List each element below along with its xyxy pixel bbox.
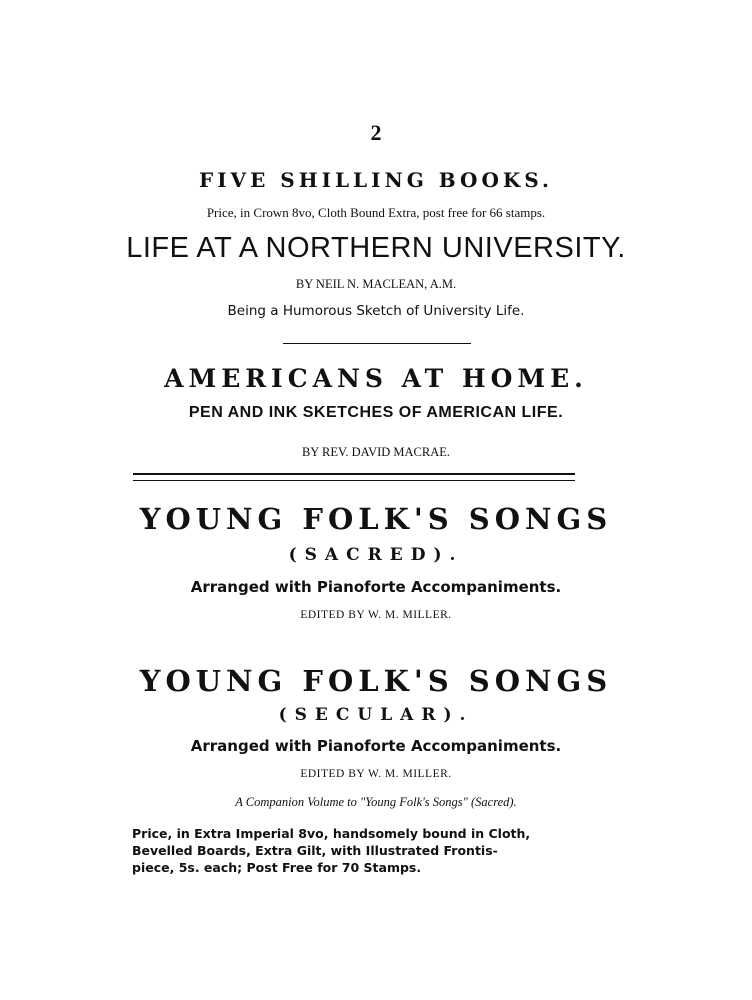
price-line: Bevelled Boards, Extra Gilt, with Illustrated Frontis- — [132, 843, 498, 858]
book3-subtitle: (SACRED). — [288, 545, 464, 565]
divider-double-thin — [133, 480, 575, 481]
book3-editor: EDITED BY W. M. MILLER. — [300, 609, 452, 621]
book1-title: LIFE AT A NORTHERN UNIVERSITY. — [126, 232, 626, 264]
book3-arrangement: Arranged with Pianoforte Accompaniments. — [190, 578, 562, 596]
book4-editor: EDITED BY W. M. MILLER. — [300, 768, 452, 780]
book4-subtitle: (SECULAR). — [278, 705, 474, 725]
book4-companion-note: A Companion Volume to "Young Folk's Songs" (Sacred). — [235, 795, 517, 809]
divider-short — [283, 343, 471, 344]
book1-description: Being a Humorous Sketch of University Life. — [227, 303, 525, 319]
book3-title: YOUNG FOLK'S SONGS — [139, 502, 613, 536]
section-price-note: Price, in Crown 8vo, Cloth Bound Extra, post free for 66 stamps. — [206, 205, 546, 220]
price-paragraph — [132, 825, 592, 876]
price-line: Price, in Extra Imperial 8vo, handsomely bound in Cloth, — [132, 826, 531, 841]
divider-double-thick — [133, 473, 575, 475]
section-heading: FIVE SHILLING BOOKS. — [199, 168, 553, 192]
book2-author: BY REV. DAVID MACRAE. — [301, 445, 451, 459]
book1-author: BY NEIL N. MACLEAN, A.M. — [295, 277, 457, 291]
page-number: 2 — [370, 120, 382, 145]
price-line: piece, 5s. each; Post Free for 70 Stamps. — [132, 860, 422, 875]
book2-subtitle: PEN AND INK SKETCHES OF AMERICAN LIFE. — [188, 404, 564, 421]
book2-title: AMERICANS AT HOME. — [164, 364, 588, 393]
book4-arrangement: Arranged with Pianoforte Accompaniments. — [190, 737, 562, 755]
book4-title: YOUNG FOLK'S SONGS — [139, 664, 613, 698]
